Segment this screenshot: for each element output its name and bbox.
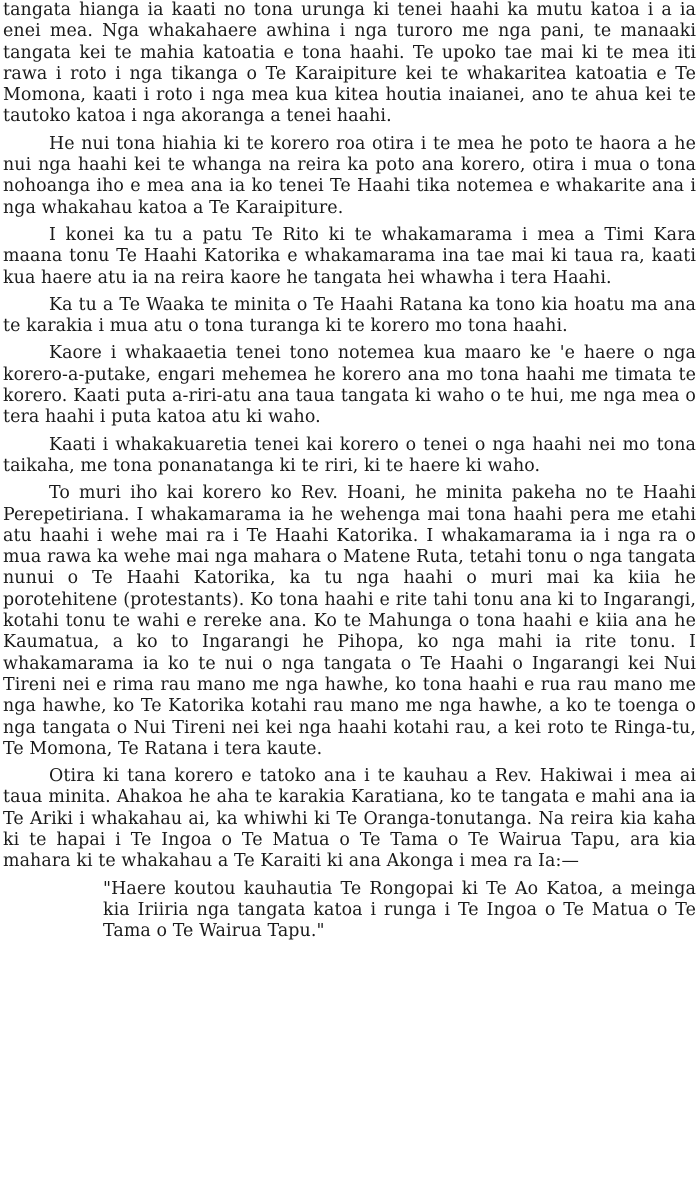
paragraph: I konei ka tu a patu Te Rito ki te whakamarama i mea a Timi Kara maana tonu Te Haahi Katorika e whakamarama ina tae mai ki taua ra, kaati kua haere atu ia na reira kaore he tangata hei whawha i tera Haahi. [3, 224, 696, 288]
block-quote: "Haere koutou kauhautia Te Rongopai ki Te Ao Katoa, a meinga kia Iriiria nga tangata katoa i runga i Te Ingoa o Te Matua o Te Tama o Te Wairua Tapu." [103, 878, 696, 942]
paragraph: Kaore i whakaaetia tenei tono notemea kua maaro ke 'e haere o nga korero-a-putake, engari mehemea he korero ana mo tona haahi me timata te korero. Kaati puta a-riri-atu ana taua tangata ki waho o te hui, me nga mea o tera haahi i puta katoa atu ki waho. [3, 343, 696, 428]
paragraph: Ka tu a Te Waaka te minita o Te Haahi Ratana ka tono kia hoatu ma ana te karakia i mua atu o tona turanga ki te korero mo tona haahi. [3, 294, 696, 337]
paragraph: He nui tona hiahia ki te korero roa otira i te mea he poto te haora a he nui nga haahi kei te whanga na reira ka poto ana korero, otira i mua o tona nohoanga iho e mea ana ia ko tenei Te Haahi tika notemea e whakarite ana i nga whakahau katoa a Te Karaipiture. [3, 133, 696, 218]
paragraph-continuation: tangata hianga ia kaati no tona urunga ki tenei haahi ka mutu katoa i a ia enei mea. Nga whakahaere awhina i nga turoro me nga pani, te manaaki tangata kei te mahia katoatia e tona haahi. Te upoko tae mai ki te mea iti rawa i roto i nga tikanga o Te Karaipiture kei te whakaritea katoatia e Te Momona, kaati i roto i nga mea kua kitea houtia inaianei, ano te ahua kei te tautoko katoa i nga akoranga a tenei haahi. [3, 0, 696, 127]
paragraph: Kaati i whakakuaretia tenei kai korero o tenei o nga haahi nei mo tona taikaha, me tona ponanatanga ki te riri, ki te haere ki waho. [3, 434, 696, 476]
paragraph: To muri iho kai korero ko Rev. Hoani, he minita pakeha no te Haahi Perepetiriana. I whakamarama ia he wehenga mai tona haahi pera me etahi atu haahi i wehe mai ra i Te Haahi Katorika. I whakamarama ia i nga ra o mua rawa ka wehe mai nga mahara o Matene Ruta, tetahi tonu o nga tangata nunui o Te Haahi Katorika, ka tu nga haahi o muri mai ka kiia he porotehitene (protestants). Ko tona haahi e rite tahi tonu ana ki to Ingarangi, kotahi tonu te wahi e rereke ana. Ko te Mahunga o tona haahi e kiia ana he Kaumatua, a ko to Ingarangi he Pihopa, ko nga mahi ia rite tonu. I whakamarama ia ko te nui o nga tangata o Te Haahi o Ingarangi kei Nui Tireni nei e rima rau mano me nga hawhe, ko tona haahi e rua rau mano me nga hawhe, ko Te Katorika kotahi rau mano me nga hawhe, a ko te toenga o nga tangata o Nui Tireni nei kei nga haahi kotahi rau, a kei roto te Ringa-tu, Te Momona, Te Ratana i tera kaute. [3, 483, 696, 759]
paragraph: Otira ki tana korero e tatoko ana i te kauhau a Rev. Hakiwai i mea ai taua minita. Ahakoa he aha te karakia Karatiana, ko te tangata e mahi ana ia Te Ariki i whakahau ai, ka whiwhi ki Te Oranga-tonutanga. Na reira kia kaha ki te hapai i Te Ingoa o Te Matua o Te Tama o Te Wairua Tapu, ara kia mahara ki te whakahau a Te Karaiti ki ana Akonga i mea ra Ia:— [3, 766, 696, 872]
